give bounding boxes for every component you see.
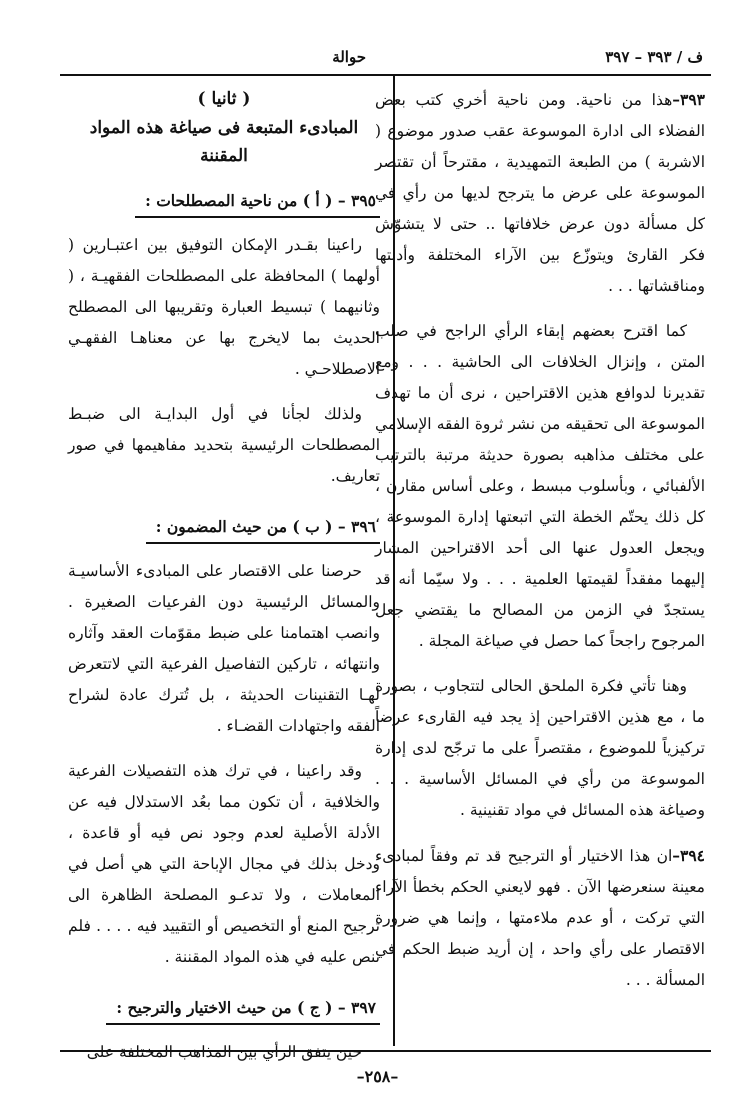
header-rule — [60, 74, 711, 76]
paragraph: وقد راعينا ، في ترك هذه التفصيلات الفرعية والخلافية ، أن تكون مما بعُد الاستدلال فيه عن الأدلة الأصلية لعدم وجود نص فيه أو قاعدة ، ودخل بذلك في مجال الإباحة التي هي أصل في المعاملات ، ولا تدعـو المصلحة الظاهرة الى ترجيح المنع أو التخصيص أو التقييد فيه . . . . فلم ننص عليه في هذه المواد المقننة . — [68, 762, 380, 966]
paragraph — [375, 316, 705, 657]
paragraph: ولذلك لجأنا في أول البدايـة الى ضبـط المصطلحات الرئيسية بتحديد مفاهيمها في صور تعاريف. — [68, 405, 380, 485]
paragraph-reference: ف / ٣٩٣ – ٣٩٧ — [605, 48, 703, 66]
section-title-line1: ( ثانيا ) — [197, 89, 251, 109]
paragraph-text: وهنا تأتي فكرة الملحق الحالى لتتجاوب ، بصورة ما ، مع هذين الاقتراحين إذ يجد فيه القارىء عرضاً تركيزياً للموضوع ، مقتصراً على ما ترجّح لدى إدارة الموسوعة من رأي في المسائل الأساسية . . . وصياغة هذه المسائل في مواد تقنينية . — [375, 677, 705, 819]
right-column — [375, 84, 705, 1010]
left-column — [68, 84, 380, 1082]
paragraph-text: ان هذا الاختيار أو الترجيح قد تم وفقاً لمبادىء معينة سنعرضها الآن . فهو لايعني الحكم بخطأ الآراء التي تركت ، أو عدم ملاءمتها ، وإنما هي ضرورة الاقتصار على رأي واحد ، إن أريد ضبط الحكم في المسألة . . . — [375, 847, 705, 989]
subheading-396: ٣٩٦ – ( ب ) من حيث المضمون : — [146, 514, 380, 544]
footer-rule — [60, 1050, 711, 1052]
paragraph-text: كما اقترح بعضهم إبقاء الرأي الراجح في صلب المتن ، وإنزال الخلافات الى الحاشية . . . ومع تقديرنا لدوافع هذين الاقتراحين ، نرى أن ما تهدف الموسوعة الى تحقيقه من نشر ثروة الفقه الإسلامي على مختلف مذاهبه بصورة حديثة مرتبة بالترتيب الألفبائي ، وبأسلوب مبسط ، وعلى أساس مقارن ، كل ذلك يحتّم الخطة التي اتبعتها إدارة الموسوعة ، ويجعل العدول عنها الى أحد الاقتراحين المشار إليهما مفقداً لقيمتها العلمية . . . ولا سيّما أنه قد يستجدّ في الزمن من المصالح ما يقتضي جعل المرجوح راجحاً كما حصل في صياغة المجلة . — [375, 322, 705, 650]
paragraph: حرصنا على الاقتصار على المبادىء الأساسيـة والمسائل الرئيسية دون الفرعيات الصغيرة . وانصب اهتمامنا على ضبط مقوّمات العقد وآثاره وانتهائه ، تاركين التفاصيل الفرعية التي لاتتعرض لهـا التقنينات الحديثة ، بل تُترك عادة لشراح الفقه واجتهادات القضـاء . — [68, 562, 380, 735]
subheading-397: ٣٩٧ – ( ج ) من حيث الاختيار والترجيح : — [106, 995, 380, 1025]
paragraph-text: هذا من ناحية. ومن ناحية أخري كتب بعض الفضلاء الى ادارة الموسوعة عقب صدور موضوع ( الاشربة ) من الطبعة التمهيدية ، مقترحاً أن تقتصر الموسوعة على عرض ما يترجح لديها من رأي في كل مسألة دون عرض خلافاتها .. حتى لا يتشوّش فكر القارئ ويتوزّع بين الآراء المختلفة وأدلتها ومناقشاتها . . . — [375, 91, 705, 295]
paragraph-number: ٣٩٣– — [672, 90, 705, 109]
section-title-line2: المبادىء المتبعة فى صياغة هذه المواد المقننة — [89, 118, 359, 166]
paragraph-393 — [375, 84, 705, 302]
paragraph: راعينا بقـدر الإمكان التوفيق بين اعتبـارين ( أولهما ) المحافظة على المصطلحات الفقهيـة ، ( وثانيهما ) تبسيط العبارة وتقريبها الى المصطلح الحديث بما لايخرج بها عن معناهـا الفقهـي الاصطلاحـي . — [68, 236, 380, 378]
paragraph-number: ٣٩٤– — [672, 846, 705, 865]
page-header — [60, 46, 711, 72]
paragraph: حين يتفق الرأي بين المذاهب المختلفة على — [86, 1043, 362, 1061]
subheading-395: ٣٩٥ – ( أ ) من ناحية المصطلحات : — [135, 188, 380, 218]
section-title — [68, 84, 380, 170]
paragraph-394 — [375, 840, 705, 996]
paragraph — [375, 671, 705, 826]
page-number: –٢٥٨– — [356, 1067, 399, 1086]
header-label: حوالة — [332, 48, 366, 66]
